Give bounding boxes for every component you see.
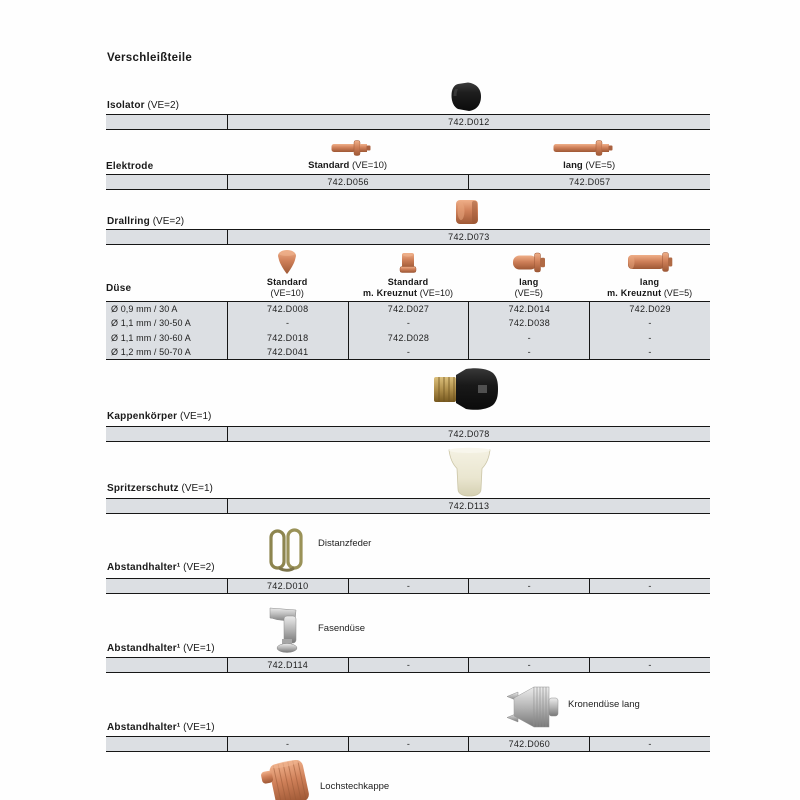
distanzfeder-image [266, 526, 307, 572]
part-number-cell: - [348, 345, 469, 359]
part-number-cell: 742.D014 [468, 302, 589, 316]
table-row [106, 658, 710, 672]
part-number-cell: - [468, 331, 589, 345]
table-row [106, 427, 710, 441]
part-number-cell: 742.D038 [468, 316, 589, 330]
duese-lang-image [512, 251, 546, 274]
part-number-cell: - [468, 579, 589, 593]
spec-cell: Ø 1,2 mm / 50-70 A [111, 346, 191, 357]
empty-label-cell [106, 579, 227, 593]
empty-label-cell [106, 658, 227, 672]
part-number-cell: - [348, 316, 469, 330]
part-number-cell: - [589, 579, 710, 593]
empty-label-cell [106, 427, 227, 441]
elektrode-label: Elektrode [106, 161, 154, 172]
abstandhalter-fase-table [106, 657, 710, 673]
elektrode-lang-image [553, 139, 613, 157]
duese-col-header: Standard m. Kreuznut (VE=10) [362, 277, 453, 298]
part-number-cell: 742.D041 [227, 345, 348, 359]
abstandhalter-fase-label: Abstandhalter¹ (VE=1) [107, 643, 215, 654]
part-number-cell: - [348, 579, 469, 593]
isolator-image [449, 81, 483, 112]
table-row [106, 499, 710, 513]
table-row [106, 579, 710, 593]
part-number-cell: - [468, 345, 589, 359]
part-number-cell: 742.D078 [227, 427, 710, 441]
part-number-cell: - [348, 737, 469, 751]
elektrode-header-row [106, 158, 710, 172]
part-number-cell: 742.D057 [468, 175, 710, 189]
spritzerschutz-table [106, 498, 710, 514]
spec-cell: Ø 1,1 mm / 30-50 A [111, 318, 191, 329]
kappenkoerper-image [432, 366, 500, 412]
distanzfeder-caption: Distanzfeder [318, 538, 372, 549]
part-number-cell: - [227, 316, 348, 330]
part-number-cell: 742.D018 [227, 331, 348, 345]
page-title: Verschleißteile [107, 52, 193, 64]
part-number-cell: 742.D113 [227, 499, 710, 513]
abstandhalter-feder-table [106, 578, 710, 594]
part-number-cell: 742.D010 [227, 579, 348, 593]
elektrode-standard-header: Standard (VE=10) [308, 160, 388, 171]
empty-label-cell [106, 175, 227, 189]
part-number-cell: 742.D060 [468, 737, 589, 751]
isolator-label: Isolator (VE=2) [107, 100, 179, 111]
part-number-cell: - [348, 658, 469, 672]
kappenkoerper-label: Kappenkörper (VE=1) [107, 411, 212, 422]
table-row [106, 175, 710, 189]
duese-label: Düse [106, 283, 132, 294]
part-number-cell: - [589, 316, 710, 330]
part-number-cell: - [589, 737, 710, 751]
abstandhalter-krone-label: Abstandhalter¹ (VE=1) [107, 722, 215, 733]
duese-header-row [106, 273, 710, 299]
isolator-table [106, 114, 710, 130]
fasenduese-image [262, 606, 303, 655]
part-number-cell: - [227, 737, 348, 751]
lochstechkappe-image [261, 758, 315, 800]
duese-col-header: lang m. Kreuznut (VE=5) [607, 277, 693, 298]
duese-lang-kreuznut-image [627, 250, 673, 274]
elektrode-standard-image [331, 139, 371, 157]
drallring-table [106, 229, 710, 245]
kronenduese-caption: Kronendüse lang [568, 699, 640, 710]
table-row [106, 302, 710, 316]
empty-label-cell [106, 737, 227, 751]
elektrode-table [106, 174, 710, 190]
part-number-cell: - [589, 331, 710, 345]
part-number-cell: - [468, 658, 589, 672]
spec-cell: Ø 1,1 mm / 30-60 A [111, 332, 191, 343]
duese-standard-image [274, 249, 300, 275]
part-number-cell: 742.D008 [227, 302, 348, 316]
elektrode-lang-header: lang (VE=5) [563, 160, 616, 171]
duese-col-header: Standard (VE=10) [266, 277, 308, 298]
empty-label-cell [106, 115, 227, 129]
kappenkoerper-table [106, 426, 710, 442]
kronenduese-image [504, 685, 560, 729]
table-row [106, 331, 710, 345]
drallring-label: Drallring (VE=2) [107, 216, 185, 227]
table-row [106, 345, 710, 359]
abstandhalter-feder-label: Abstandhalter¹ (VE=2) [107, 562, 215, 573]
spritzerschutz-label: Spritzerschutz (VE=1) [107, 483, 213, 494]
table-row [106, 115, 710, 129]
empty-label-cell [106, 230, 227, 244]
part-number-cell: - [589, 658, 710, 672]
part-number-cell: 742.D029 [589, 302, 710, 316]
empty-label-cell [106, 499, 227, 513]
part-number-cell: 742.D073 [227, 230, 710, 244]
duese-col-header: lang (VE=5) [514, 277, 543, 298]
part-number-cell: 742.D056 [227, 175, 469, 189]
fasenduese-caption: Fasendüse [318, 623, 366, 634]
drallring-image [455, 199, 479, 225]
part-number-cell: 742.D028 [348, 331, 469, 345]
table-row [106, 737, 710, 751]
lochstechkappe-caption: Lochstechkappe [320, 781, 390, 792]
part-number-cell: 742.D027 [348, 302, 469, 316]
part-number-cell: 742.D012 [227, 115, 710, 129]
duese-table [106, 301, 710, 360]
spritzerschutz-image [446, 447, 493, 497]
part-number-cell: 742.D114 [227, 658, 348, 672]
abstandhalter-krone-table [106, 736, 710, 752]
table-row [106, 230, 710, 244]
part-number-cell: - [589, 345, 710, 359]
table-row [106, 316, 710, 330]
spec-cell: Ø 0,9 mm / 30 A [111, 304, 178, 314]
duese-kreuznut-image [397, 252, 419, 274]
